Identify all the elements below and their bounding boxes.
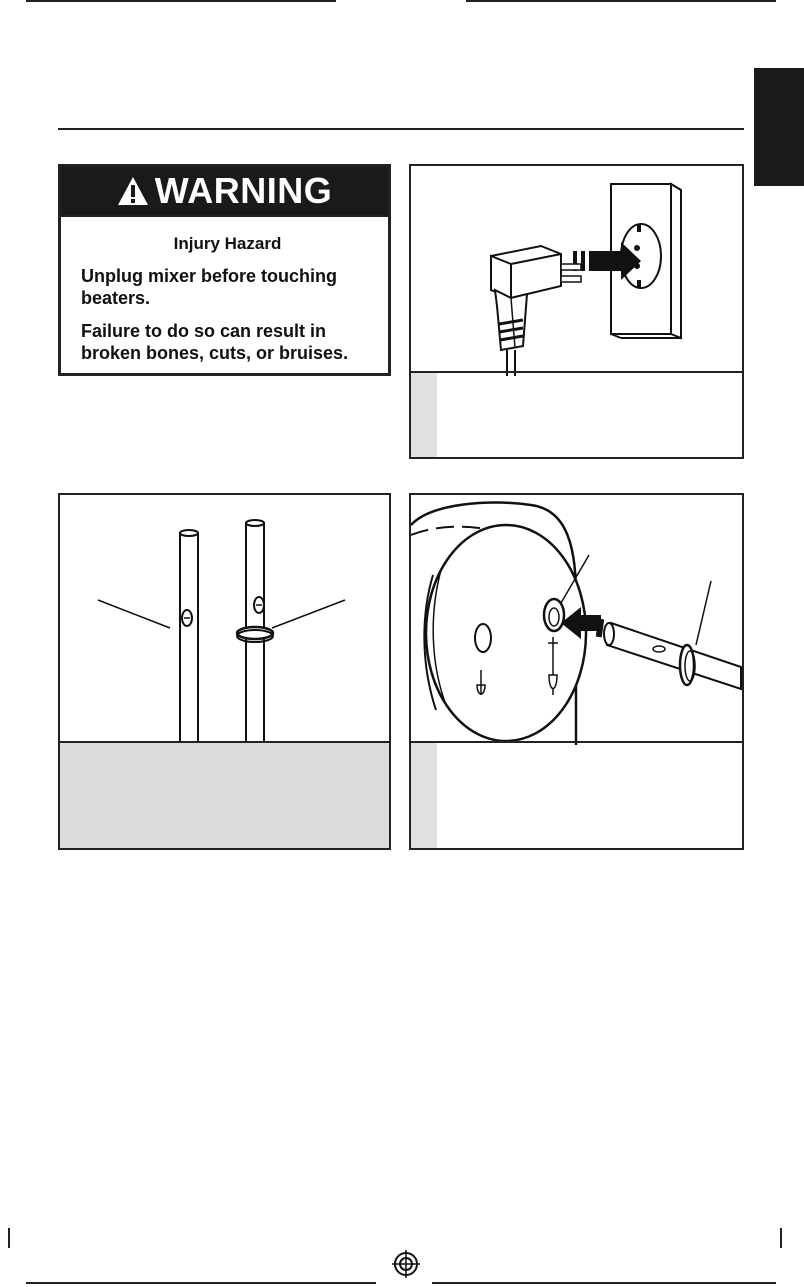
beaters-panel — [58, 493, 391, 850]
bottom-trim-line-right — [432, 1282, 776, 1284]
top-trim-line-right — [466, 0, 776, 2]
beaters-illustration — [60, 495, 391, 745]
section-tab — [754, 68, 804, 186]
warning-subtitle: Injury Hazard — [173, 234, 282, 253]
top-trim-line-left — [26, 0, 336, 2]
insert-caption-divider — [411, 741, 742, 743]
warning-title: WARNING — [154, 170, 333, 211]
unplug-caption-divider — [411, 371, 742, 373]
warning-header — [61, 167, 388, 215]
registration-target-icon — [392, 1250, 420, 1278]
warning-instruction: Unplug mixer before touching beaters. — [81, 266, 338, 308]
warning-header-divider — [61, 215, 388, 217]
unplug-illustration — [411, 166, 744, 376]
header-rule — [58, 128, 744, 130]
unplug-panel — [409, 164, 744, 459]
warning-triangle-icon — [117, 176, 149, 206]
beaters-caption-area — [60, 743, 389, 850]
insert-step-strip — [411, 743, 437, 850]
insert-beater-illustration — [411, 495, 744, 745]
warning-box — [58, 164, 391, 376]
warning-body — [81, 233, 374, 375]
warning-consequence: Failure to do so can result in broken bones, cuts, or bruises. — [81, 321, 349, 363]
left-crop-mark — [8, 1228, 10, 1248]
insert-beater-panel — [409, 493, 744, 850]
unplug-step-strip — [411, 373, 437, 459]
right-crop-mark — [780, 1228, 782, 1248]
bottom-trim-line-left — [26, 1282, 376, 1284]
